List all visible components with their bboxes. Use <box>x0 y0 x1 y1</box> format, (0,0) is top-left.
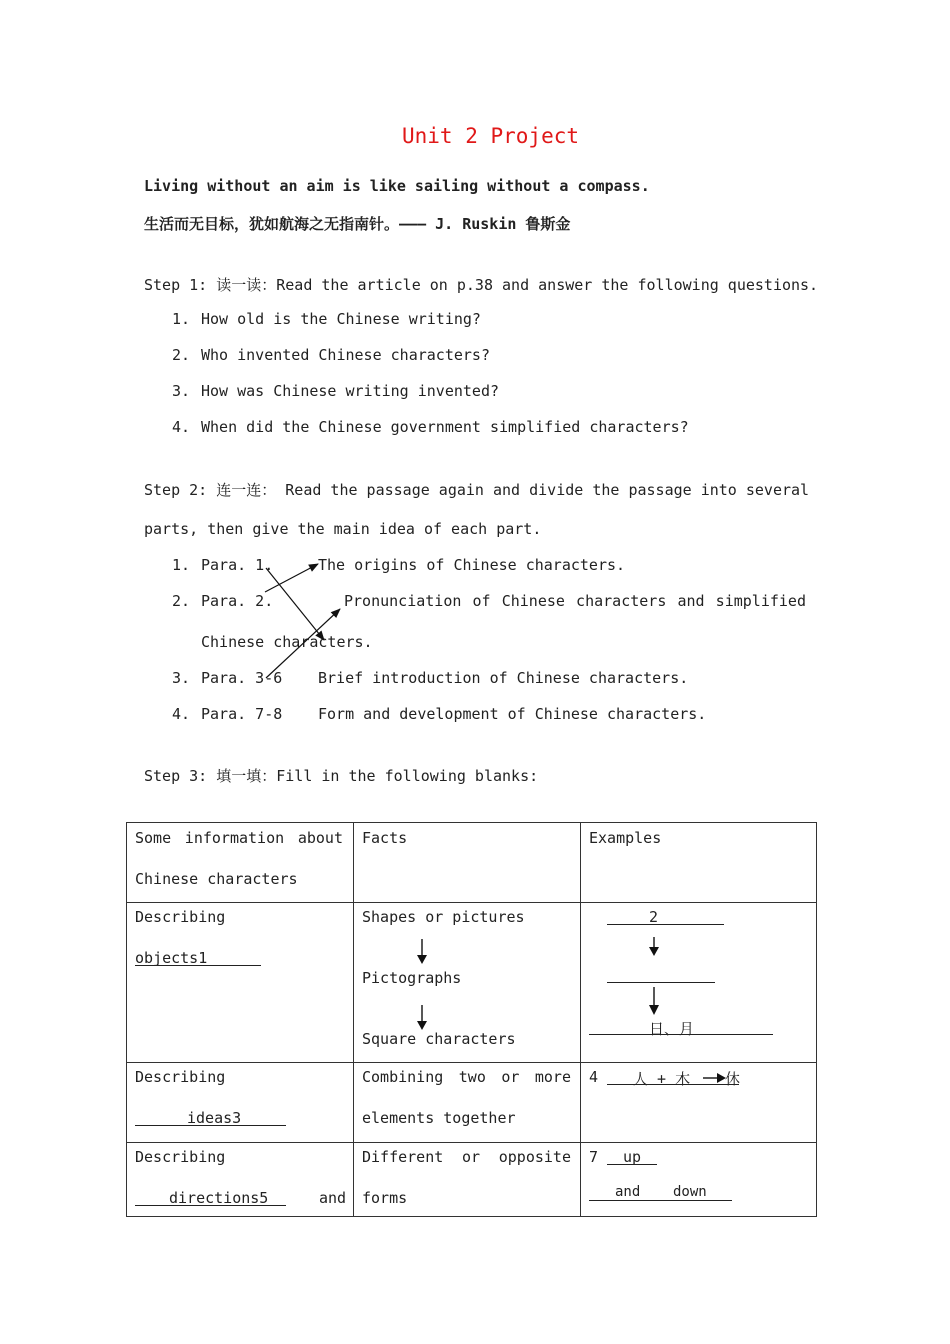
step2-heading: Step 2: 连一连： Read the passage again and divide the passage into several <box>144 481 810 499</box>
row3-example-down: down <box>673 1184 707 1200</box>
header-info: Some information about <box>135 829 343 847</box>
table-cell <box>354 1143 581 1217</box>
blank-line <box>589 1200 732 1201</box>
blank-line <box>135 965 261 966</box>
match-para: Para. 3-6 <box>201 669 283 687</box>
table-cell <box>581 1063 817 1143</box>
match-number: 2. <box>172 592 191 610</box>
table-cell <box>127 903 354 1063</box>
motto-english: Living without an aim is like sailing without a compass. <box>144 177 650 195</box>
table-cell <box>581 1143 817 1217</box>
down-arrow-icon <box>644 987 664 1017</box>
match-number: 1. <box>172 556 191 574</box>
row1-label: Describing <box>135 908 226 926</box>
down-arrow-icon <box>412 939 432 965</box>
row2-fact: Combining two or more <box>362 1068 571 1086</box>
motto-chinese: 生活而无目标，犹如航海之无指南针。——— J. Ruskin 鲁斯金 <box>144 215 571 233</box>
blank-line <box>607 982 715 983</box>
row2-example-result: 休 <box>725 1070 741 1088</box>
match-idea-cont: Chinese characters. <box>201 633 373 651</box>
table-cell <box>354 903 581 1063</box>
header-info-cont: Chinese characters <box>135 870 298 888</box>
question-number: 4. <box>172 418 191 436</box>
step1-heading: Step 1: 读一读：Read the article on p.38 and answer the following questions. <box>144 276 819 294</box>
row3-example-up: up <box>623 1148 642 1166</box>
blank-line <box>135 1125 286 1126</box>
question-text: Who invented Chinese characters? <box>201 346 490 364</box>
row2-label: Describing <box>135 1068 226 1086</box>
row3-label: Describing <box>135 1148 226 1166</box>
row2-blank-label: ideas3 <box>187 1109 242 1127</box>
table-row <box>127 1063 817 1143</box>
fill-in-table <box>126 822 817 1217</box>
row3-and: and <box>319 1189 347 1207</box>
down-arrow-icon <box>644 937 664 959</box>
row1-example-chars: 日、月 <box>649 1020 695 1038</box>
table-cell <box>354 1063 581 1143</box>
match-number: 4. <box>172 705 191 723</box>
row3-example-and: and <box>615 1184 641 1200</box>
blank-line <box>607 924 724 925</box>
step2-heading-cont: parts, then give the main idea of each part. <box>144 520 542 538</box>
match-para: Para. 2. <box>201 592 274 610</box>
match-idea: The origins of Chinese characters. <box>318 556 626 574</box>
row2-example-number: 4 <box>589 1068 599 1086</box>
table-cell <box>127 1143 354 1217</box>
table-cell <box>127 823 354 903</box>
match-idea: Pronunciation of Chinese characters and simplified <box>344 592 806 610</box>
question-number: 1. <box>172 310 191 328</box>
match-para: Para. 1. <box>201 556 274 574</box>
row3-fact-cont: forms <box>362 1189 408 1207</box>
table-row <box>127 903 817 1063</box>
blank-line <box>135 1205 286 1206</box>
table-cell <box>581 823 817 903</box>
row3-blank-label: directions5 <box>169 1189 269 1207</box>
question-text: How was Chinese writing invented? <box>201 382 500 400</box>
table-cell <box>354 823 581 903</box>
row2-fact-cont: elements together <box>362 1109 516 1127</box>
match-number: 3. <box>172 669 191 687</box>
table-cell <box>127 1063 354 1143</box>
down-arrow-icon <box>412 1005 432 1031</box>
row1-blank-label: objects1 <box>135 949 208 967</box>
row1-fact-square: Square characters <box>362 1030 516 1048</box>
row3-fact: Different or opposite <box>362 1148 571 1166</box>
match-idea: Brief introduction of Chinese characters. <box>318 669 689 687</box>
step3-heading: Step 3: 填一填：Fill in the following blanks: <box>144 767 539 785</box>
row1-fact-shapes: Shapes or pictures <box>362 908 525 926</box>
table-row <box>127 1143 817 1217</box>
right-arrow-icon <box>703 1070 727 1086</box>
question-number: 2. <box>172 346 191 364</box>
table-cell <box>581 903 817 1063</box>
question-text: When did the Chinese government simplified characters? <box>201 418 689 436</box>
arrow-para1-to-pronunciation <box>266 568 324 640</box>
header-facts: Facts <box>362 829 408 847</box>
match-para: Para. 7-8 <box>201 705 283 723</box>
page-title: Unit 2 Project <box>402 124 580 148</box>
row1-example-number: 2 <box>649 908 659 926</box>
table-header-row <box>127 823 817 903</box>
row2-example-combo: 人 + 木 <box>633 1070 691 1088</box>
match-idea: Form and development of Chinese characters. <box>318 705 707 723</box>
question-text: How old is the Chinese writing? <box>201 310 481 328</box>
arrow-para36-to-pronunciation <box>266 609 340 678</box>
arrow-para2-to-origins <box>265 564 318 592</box>
question-number: 3. <box>172 382 191 400</box>
header-examples: Examples <box>589 829 662 847</box>
row3-example-number: 7 <box>589 1148 599 1166</box>
row1-fact-pictographs: Pictographs <box>362 969 462 987</box>
